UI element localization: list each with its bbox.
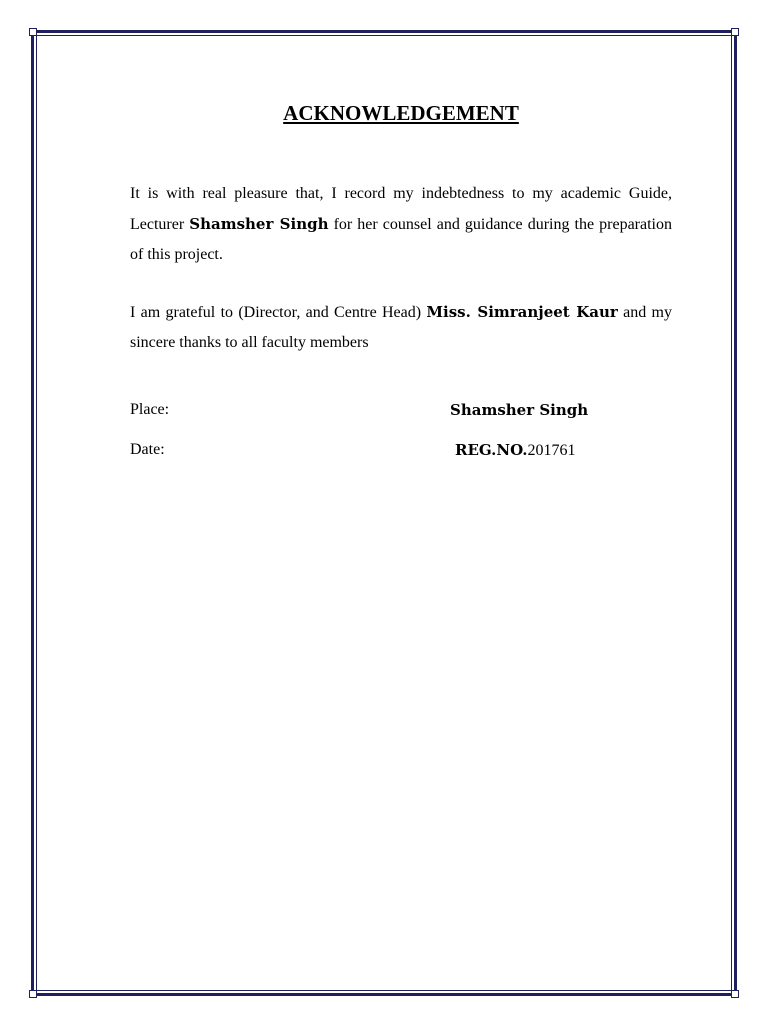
border-corner-bottom-right: [731, 990, 739, 998]
student-name: Shamsher Singh: [450, 401, 589, 419]
border-corner-top-left: [29, 28, 37, 36]
paragraph-text: I am grateful to (Director, and Centre Head): [130, 304, 427, 321]
date-label: Date:: [130, 441, 165, 458]
paragraph-text: and my sincere thanks to all faculty members: [130, 304, 672, 351]
director-name: Miss. Simranjeet Kaur: [426, 303, 618, 321]
acknowledgement-paragraph-director: [130, 297, 672, 358]
acknowledgement-paragraph-guide: [130, 179, 672, 270]
signature-row-date: [130, 441, 672, 465]
place-label: Place:: [130, 401, 170, 418]
document-title: ACKNOWLEDGEMENT: [283, 101, 519, 125]
reg-label: REG.NO.: [455, 441, 528, 459]
paragraph-text: It is with real pleasure that, I record my indebtedness to my academic Guide, Lecturer: [130, 185, 672, 233]
reg-value: 201761: [527, 442, 576, 459]
guide-name: Shamsher Singh: [189, 215, 329, 233]
paragraph-text: for her counsel and guidance during the preparation of this project.: [130, 216, 672, 263]
signature-row-place: [130, 401, 672, 425]
registration-number: [455, 441, 576, 460]
border-corner-bottom-left: [29, 990, 37, 998]
border-corner-top-right: [731, 28, 739, 36]
